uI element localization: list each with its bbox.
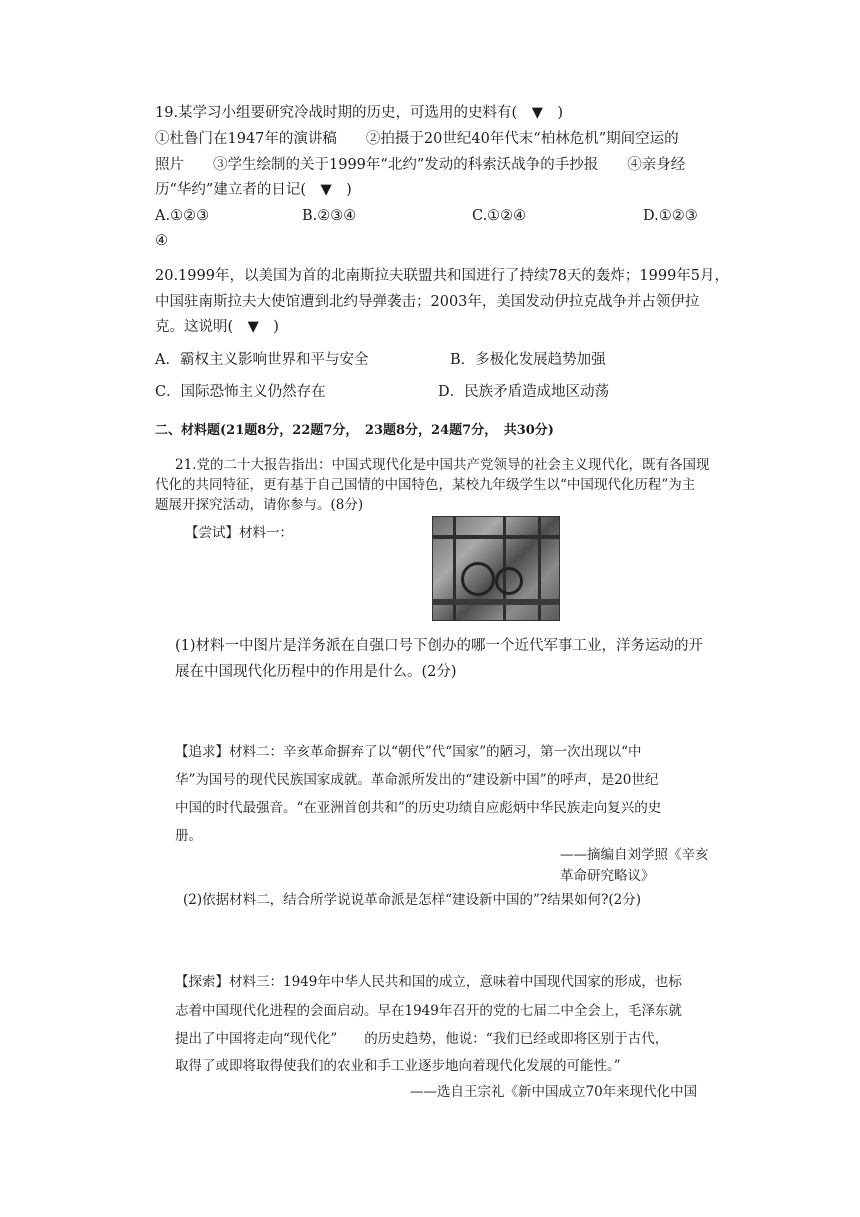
pursue-line3: 中国的时代最强音。“在亚洲首创共和”的历史功绩自应彪炳中华民族走向复兴的史 xyxy=(175,800,662,816)
q19-line4: 历“华约”建立者的日记( ▼ ) xyxy=(155,182,352,198)
explore-line2: 志着中国现代化进程的会面启动。早在1949年召开的党的七届二中全会上，毛泽东就 xyxy=(175,1003,682,1019)
q19-option-b[interactable]: B.②③④ xyxy=(302,208,357,224)
q21-sub1-line2: 展在中国现代化历程中的作用是什么。(2分) xyxy=(175,664,457,680)
q20-line3: 克。这说明( ▼ ) xyxy=(155,319,279,335)
try-label: 【尝试】材料一： xyxy=(185,525,293,541)
pursue-line2: 华”为国号的现代民族国家成就。革命派所发出的“建设新中国”的呼声，是20世纪 xyxy=(175,772,659,788)
q19-line3: 照片 ③学生绘制的关于1999年“北约”发动的科索沃战争的手抄报 ④亲身经 xyxy=(155,157,686,173)
pursue-line1: 【追求】材料二：辛亥革命摒弃了以“朝代”代“国家”的陋习，第一次出现以“中 xyxy=(175,744,642,760)
q20-option-c[interactable]: C．国际恐怖主义仍然存在 xyxy=(155,384,326,400)
explore-line3: 提出了中国将走向“现代化” 的历史趋势，他说：“我们已经或即将区别于古代， xyxy=(175,1031,669,1047)
section2-heading: 二、材料题(21题8分，22题7分， 23题8分，24题7分， 共30分) xyxy=(155,423,554,438)
q21-intro-line3: 题展开探究活动，请你参与。(8分) xyxy=(155,497,364,513)
q20-option-b[interactable]: B．多极化发展趋势加强 xyxy=(450,352,606,368)
pursue-line4: 册。 xyxy=(175,828,202,844)
q19-option-d[interactable]: D.①②③ xyxy=(643,208,698,224)
source1-line2: 革命研究略议》 xyxy=(560,868,655,884)
q21-sub2: (2)依据材料二，结合所学说说革命派是怎样“建设新中国的”?结果如何?(2分) xyxy=(183,892,642,908)
q19-stem: 19.某学习小组要研究冷战时期的历史，可选用的史料有( ▼ ) xyxy=(155,105,564,121)
source1-line1: ——摘编自刘学照《辛亥 xyxy=(560,847,709,863)
q21-sub1-line1: (1)材料一中图片是洋务派在自强口号下创办的哪一个近代军事工业，洋务运动的开 xyxy=(175,638,704,654)
q19-option-wrap: ④ xyxy=(155,233,168,249)
explore-line4: 取得了或即将取得使我们的农业和手工业逐步地向着现代化发展的可能性。” xyxy=(175,1058,621,1074)
explore-line1: 【探索】材料三：1949年中华人民共和国的成立，意味着中国现代国家的形成，也标 xyxy=(175,974,682,990)
q19-option-c[interactable]: C.①②④ xyxy=(472,208,527,224)
q20-option-a[interactable]: A．霸权主义影响世界和平与安全 xyxy=(155,352,369,368)
q19-option-a[interactable]: A.①②③ xyxy=(155,208,210,224)
q19-line2: ①杜鲁门在1947年的演讲稿 ②拍摄于20世纪40年代末“柏林危机”期间空运的 xyxy=(155,131,679,147)
q20-line1: 20.1999年，以美国为首的北南斯拉夫联盟共和国进行了持续78天的轰炸；1999年5月， xyxy=(155,268,730,284)
source2: ——选自王宗礼《新中国成立70年来现代化中国 xyxy=(410,1084,698,1100)
q21-intro-line1: 21.党的二十大报告指出：中国式现代化是中国共产党领导的社会主义现代化，既有各国现 xyxy=(175,457,710,473)
q21-intro-line2: 代化的共同特征，更有基于自己国情的中国特色，某校九年级学生以“中国现代化历程”为主 xyxy=(155,477,696,493)
q20-option-d[interactable]: D．民族矛盾造成地区动荡 xyxy=(438,384,610,400)
factory-photo xyxy=(432,516,560,621)
q20-line2: 中国驻南斯拉夫大使馆遭到北约导弹袭击；2003年，美国发动伊拉克战争并占领伊拉 xyxy=(155,294,700,310)
